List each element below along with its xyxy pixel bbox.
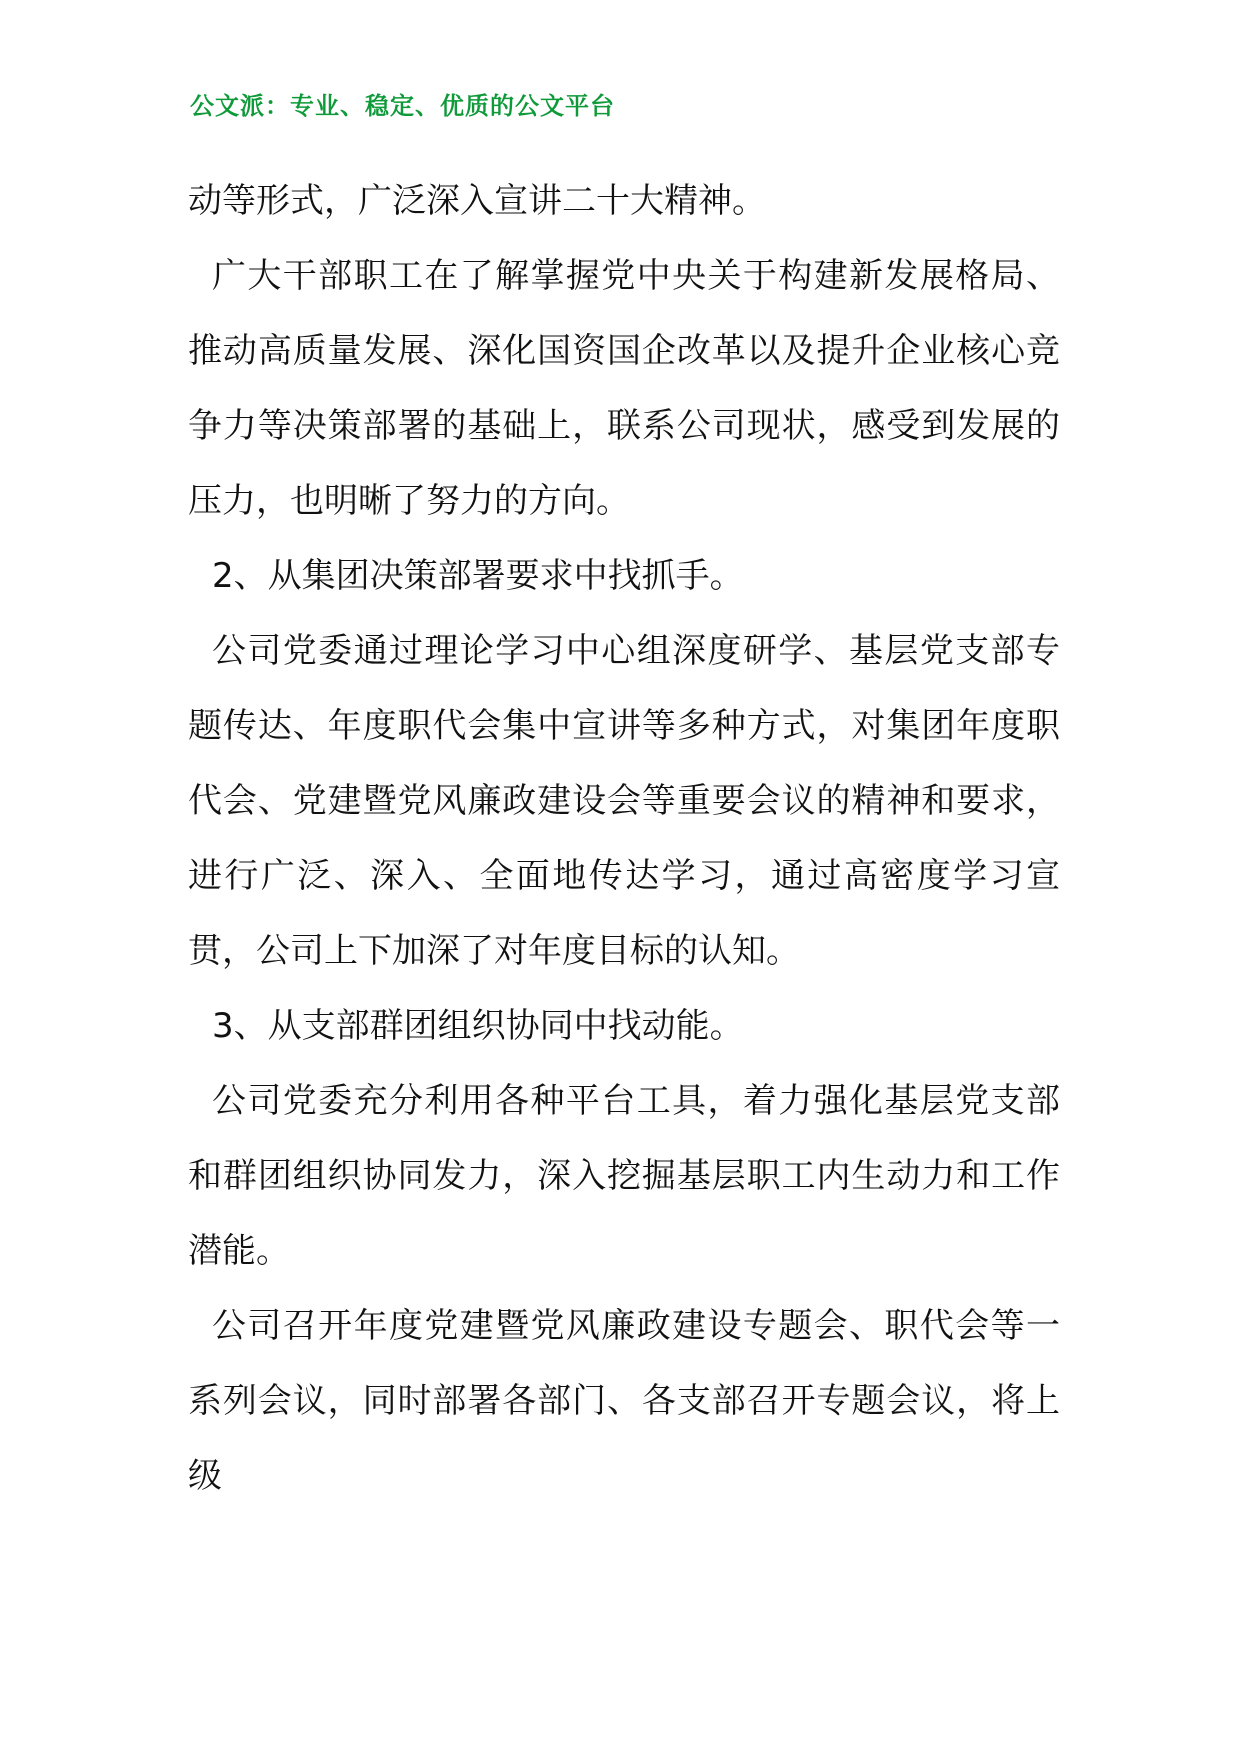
document-body bbox=[188, 164, 1060, 1514]
paragraph: 公司党委充分利用各种平台工具，着力强化基层党支部和群团组织协同发力，深入挖掘基层职工内生动力和工作潜能。 bbox=[188, 1081, 1060, 1271]
paragraph: 公司召开年度党建暨党风廉政建设专题会、职代会等一系列会议，同时部署各部门、各支部召开专题会议，将上级 bbox=[188, 1306, 1060, 1496]
paragraph: 公司党委通过理论学习中心组深度研学、基层党支部专题传达、年度职代会集中宣讲等多种方式，对集团年度职代会、党建暨党风廉政建设会等重要会议的精神和要求，进行广泛、深入、全面地传达学习，通过高密度学习宣贯，公司上下加深了对年度目标的认知。 bbox=[188, 631, 1060, 971]
section-heading: 3、从支部群团组织协同中找动能。 bbox=[212, 1006, 744, 1046]
paragraph: 广大干部职工在了解掌握党中央关于构建新发展格局、推动高质量发展、深化国资国企改革以及提升企业核心竞争力等决策部署的基础上，联系公司现状，感受到发展的压力，也明晰了努力的方向。 bbox=[188, 256, 1060, 521]
header-title: 公文派：专业、稳定、优质的公文平台 bbox=[190, 91, 615, 120]
section-heading: 2、从集团决策部署要求中找抓手。 bbox=[212, 556, 744, 596]
paragraph-continuation: 动等形式，广泛深入宣讲二十大精神。 bbox=[188, 181, 766, 221]
